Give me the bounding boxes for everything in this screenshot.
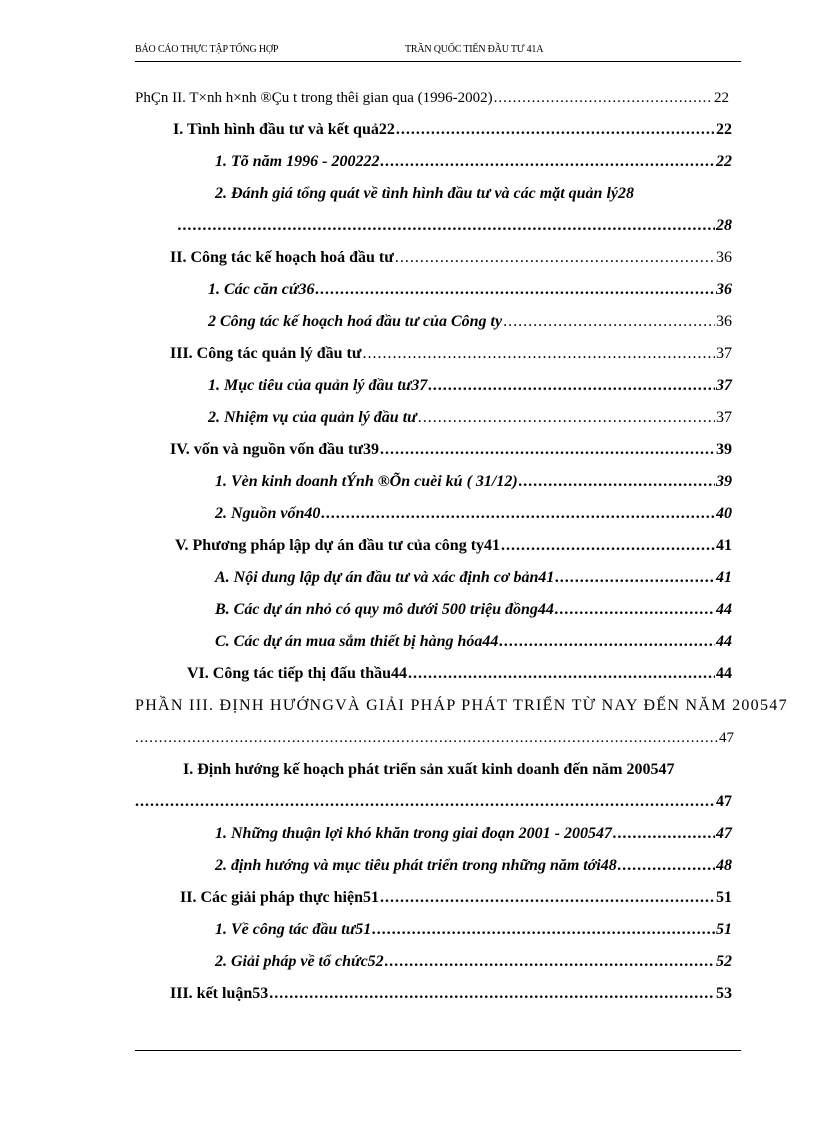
toc-entry: [208, 280, 732, 300]
toc-entry-wrapped: [215, 184, 634, 204]
toc-leader: [321, 504, 715, 524]
toc-leader: [269, 984, 715, 1004]
toc-leader: [315, 280, 715, 300]
toc-entry-page: 47: [716, 825, 732, 842]
toc-entry: [215, 504, 732, 524]
toc-entry-page: 47: [719, 730, 734, 746]
toc-entry-text: A. Nội dung lập dự án đầu tư và xác định cơ bản41: [215, 569, 555, 586]
footer-rule: [135, 1050, 741, 1051]
toc-leader: [418, 408, 715, 428]
toc-entry-text: III. kết luận53: [170, 985, 269, 1002]
toc-leader: [501, 536, 715, 556]
toc-entry-text: 2. Nguồn vốn40: [215, 505, 321, 522]
toc-entry-text: PHẦN III. ĐỊNH HƯỚNGVÀ GIẢI PHÁP PHÁT TRIỂN TỪ NAY ĐẾN NĂM 200547: [135, 697, 788, 714]
toc-entry-page: 47: [716, 793, 732, 810]
toc-entry-text: V. Phương pháp lập dự án đầu tư của công ty41: [175, 537, 501, 554]
toc-entry-continuation: [135, 728, 734, 748]
toc-entry-text: 1. Các căn cứ36: [208, 281, 315, 298]
toc-leader: [408, 664, 715, 684]
toc-entry-page: 36: [716, 249, 732, 266]
toc-entry-text: I. Định hướng kế hoạch phát triển sản xuất kinh doanh đến năm 200547: [183, 761, 675, 778]
toc-entry-page: 22: [716, 121, 732, 138]
header-right-text: TRẦN QUỐC TIẾN ĐẦU TƯ 41A: [405, 44, 544, 55]
toc-entry: [173, 120, 732, 140]
toc-entry-page: 44: [716, 601, 732, 618]
toc-entry: [170, 984, 732, 1004]
toc-entry-wrapped: [183, 760, 675, 780]
toc-leader: [494, 88, 713, 108]
toc-entry-text: 2. Giải pháp về tổ chức52: [215, 953, 384, 970]
toc-entry-page: 44: [716, 633, 732, 650]
toc-entry-text: PhÇn II. T×nh h×nh ®Çu t trong thêi gian qua (1996-2002): [135, 90, 493, 106]
toc-leader: [503, 312, 715, 332]
toc-leader: [372, 920, 715, 940]
toc-entry-page: 41: [716, 537, 732, 554]
toc-entry-page: 41: [716, 569, 732, 586]
toc-entry: [170, 344, 732, 364]
toc-entry: [215, 824, 732, 844]
toc-entry-page: 44: [716, 665, 732, 682]
toc-entry-page: 51: [716, 921, 732, 938]
toc-leader: [380, 888, 715, 908]
toc-leader: [135, 792, 715, 812]
toc-entry-text: 1. Về công tác đầu tư51: [215, 921, 372, 938]
toc-entry: [208, 312, 732, 332]
toc-entry-text: 1. Vèn kinh doanh tÝnh ®Õn cuèi kú ( 31/12): [215, 473, 518, 490]
toc-entry: [208, 376, 732, 396]
toc-leader: [555, 600, 715, 620]
toc-entry: [215, 472, 732, 492]
toc-entry-page: 28: [716, 217, 732, 234]
toc-entry: [215, 632, 732, 652]
toc-entry-text: 2. Nhiệm vụ của quản lý đầu tư: [208, 409, 417, 426]
toc-leader: [555, 568, 715, 588]
toc-entry-page: 52: [716, 953, 732, 970]
toc-leader: [613, 824, 715, 844]
toc-leader: [519, 472, 715, 492]
toc-leader: [396, 120, 715, 140]
toc-entry-text: 1. Tõ năm 1996 - 200222: [215, 153, 380, 170]
toc-entry-page: 22: [716, 153, 732, 170]
toc-entry-page: 36: [716, 281, 732, 298]
toc-entry-wrapped: [135, 696, 788, 716]
toc-entry-text: I. Tình hình đầu tư và kết quả22: [173, 121, 395, 138]
toc-leader: [380, 152, 715, 172]
toc-entry-continuation: [178, 216, 732, 236]
toc-leader: [380, 440, 715, 460]
toc-entry-text: 2. định hướng và mục tiêu phát triển trong những năm tới48: [215, 857, 617, 874]
toc-entry-text: IV. vốn và nguồn vốn đầu tư39: [170, 441, 379, 458]
toc-entry-page: 39: [716, 473, 732, 490]
toc-entry-page: 40: [716, 505, 732, 522]
toc-entry: [170, 440, 732, 460]
toc-entry: [215, 568, 732, 588]
toc-entry: [215, 856, 732, 876]
toc-leader: [395, 248, 715, 268]
toc-leader: [385, 952, 715, 972]
header-rule: [135, 61, 741, 62]
toc-entry-text: 2 Công tác kế hoạch hoá đầu tư của Công ty: [208, 313, 503, 330]
toc-entry: [180, 888, 732, 908]
toc-entry-text: II. Các giải pháp thực hiện51: [180, 889, 379, 906]
toc-leader: [428, 376, 715, 396]
toc-entry-page: 48: [716, 857, 732, 874]
toc-entry-page: 37: [716, 345, 732, 362]
toc-entry: [215, 152, 732, 172]
toc-entry-text: III. Công tác quản lý đầu tư: [170, 345, 362, 362]
toc-entry-page: 36: [716, 313, 732, 330]
toc-entry: [215, 600, 732, 620]
toc-entry-continuation: [135, 792, 732, 812]
toc-entry-page: 51: [716, 889, 732, 906]
toc-entry-text: C. Các dự án mua sắm thiết bị hàng hóa44: [215, 633, 499, 650]
toc-entry-page: 37: [716, 409, 732, 426]
toc-leader: [178, 216, 715, 236]
toc-entry-page: 39: [716, 441, 732, 458]
header-left-text: BÁO CÁO THỰC TẬP TỔNG HỢP: [135, 44, 279, 55]
toc-entry-text: 1. Những thuận lợi khó khăn trong giai đoạn 2001 - 200547: [215, 825, 612, 842]
toc-entry: [215, 920, 732, 940]
toc-entry-text: 2. Đánh giá tổng quát về tình hình đầu tư và các mặt quản lý28: [215, 185, 634, 202]
toc-entry-text: VI. Công tác tiếp thị đấu thầu44: [187, 665, 408, 682]
toc-leader: [618, 856, 715, 876]
toc-leader: [135, 728, 718, 748]
toc-entry: [215, 952, 732, 972]
toc-entry-page: 37: [716, 377, 732, 394]
toc-entry-text: 1. Mục tiêu của quản lý đầu tư37: [208, 377, 428, 394]
toc-entry: [175, 536, 732, 556]
toc-entry-page: 53: [716, 985, 732, 1002]
toc-leader: [499, 632, 715, 652]
toc-entry-page: 22: [714, 90, 729, 106]
toc-entry: [135, 88, 729, 108]
toc-entry-text: B. Các dự án nhỏ có quy mô dưới 500 triệu đồng44: [215, 601, 554, 618]
toc-entry-text: II. Công tác kế hoạch hoá đầu tư: [170, 249, 394, 266]
toc-leader: [362, 344, 715, 364]
toc-entry: [208, 408, 732, 428]
toc-entry: [170, 248, 732, 268]
toc-entry: [187, 664, 732, 684]
